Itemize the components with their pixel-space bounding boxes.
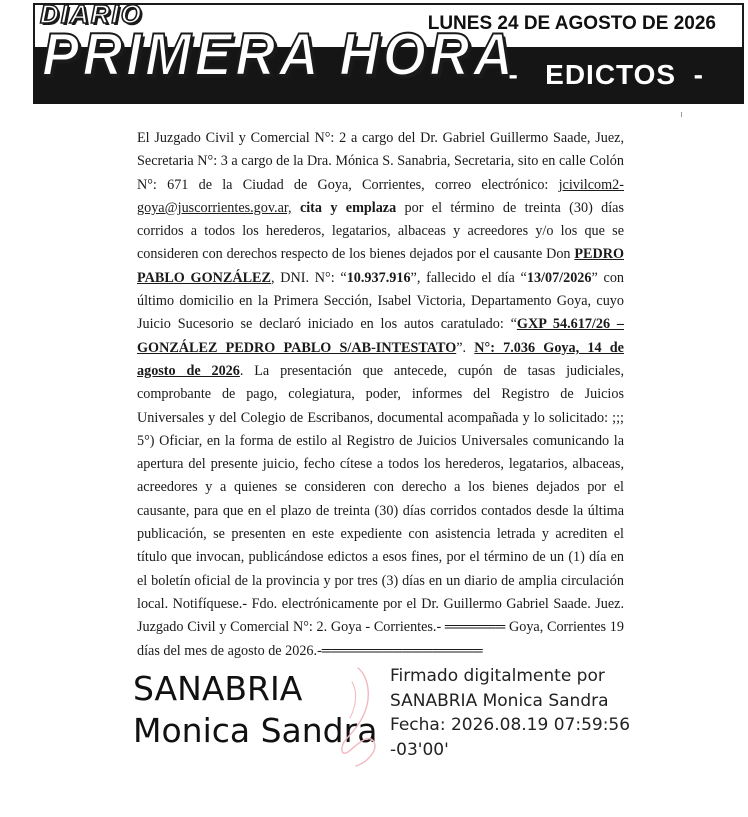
digital-signature-details bbox=[390, 664, 630, 762]
edict-body bbox=[137, 127, 624, 663]
death-date: 13/07/2026 bbox=[526, 269, 592, 286]
edict-cita-emplaza: cita y emplaza bbox=[299, 199, 397, 216]
signature-info-line: -03'00' bbox=[390, 739, 449, 760]
signer-given-names: Monica Sandra bbox=[133, 711, 378, 750]
newspaper-name-top: DIARIO bbox=[40, 0, 143, 29]
signer-surname: SANABRIA bbox=[133, 669, 303, 708]
signature-info-line: SANABRIA Monica Sandra bbox=[390, 690, 609, 711]
deceased-name: PEDRO PABLO GONZÁLEZ bbox=[137, 246, 624, 286]
signature-stroke-icon bbox=[328, 662, 388, 770]
margin-tick bbox=[681, 112, 682, 117]
section-title: - EDICTOS - bbox=[508, 59, 704, 90]
issue-date: LUNES 24 DE AGOSTO DE 2026 bbox=[427, 13, 716, 34]
edict-text: El Juzgado Civil y Comercial N°: 2 a cargo del Dr. Gabriel Guillermo Saade, Juez, Secretaria N°: 3 a cargo de la Dra. Mónica S. Sanabria, Secretaria, sito en calle Colón N°: 671 de la Ciudad de Goya, Corrientes, correo electrónico: bbox=[137, 130, 624, 193]
edict-text bbox=[292, 200, 300, 216]
edict-text: por el término de treinta (30) días corridos a todos los herederos, legatarios, albaceas y acreedores y/o los que se consideren con derechos respecto de los bienes dejados por el causante Don bbox=[137, 199, 624, 263]
newspaper-name-main: PRIMERA HORA bbox=[42, 21, 517, 88]
edict-text: ”, fallecido el día “ bbox=[410, 269, 527, 286]
edict-text: ” con último domicilio en la Primera Sección, Isabel Victoria, Departamento Goya, cuyo Juicio Sucesorio se declaró iniciado en los autos caratulado: “ bbox=[137, 269, 625, 333]
edict-text: . La presentación que antecede, cupón de tasas judiciales, comprobante de pago, colegiatura, poder, informes del Registro de Juicios Universales y del Colegio de Escribanos, documental acompañada y lo solicitado: ;;; 5°) Oficiar, en la forma de estilo al Registro de Juicios Universales comunicando la apertura del presente juicio, fecho cítese a todos los herederos, legatarios, albaceas, acreedores y a quienes se consideren con derecho a los bienes dejados por el causante, para que en el plazo de treinta (30) días corridos contados desde la última publicación, se presenten en este expediente con asistencia letrada y acrediten el título que invocan, publicándose edictos a esos fines, por el término de un (1) día en el boletín oficial de la provincia y por tres (3) días en un diario de amplia circulación local. Notifíquese.- Fdo. electrónicamente por el Dr. Guillermo Gabriel Saade. Juez. Juzgado Civil y Comercial N°: 2. Goya - Corrientes.- ══════ Goya, Corrientes 19 días del mes de agosto de 2026.-════════════════ bbox=[137, 362, 625, 659]
case-caption: GXP 54.617/26 – GONZÁLEZ PEDRO PABLO S/AB-INTESTATO bbox=[137, 316, 624, 356]
masthead bbox=[33, 0, 744, 103]
signature-info-line: Fecha: 2026.08.19 07:59:56 bbox=[390, 715, 631, 735]
edict-text: , DNI. N°: “ bbox=[270, 269, 347, 286]
edict-text: ”. bbox=[456, 339, 475, 356]
court-email-link[interactable]: jcivilcom2-goya@juscorrientes.gov.ar, bbox=[137, 176, 624, 216]
resolution-number: N°: 7.036 Goya, 14 de agosto de 2026 bbox=[137, 339, 624, 379]
signature-info-line: Firmado digitalmente por bbox=[390, 666, 605, 686]
deceased-dni: 10.937.916 bbox=[346, 269, 411, 286]
